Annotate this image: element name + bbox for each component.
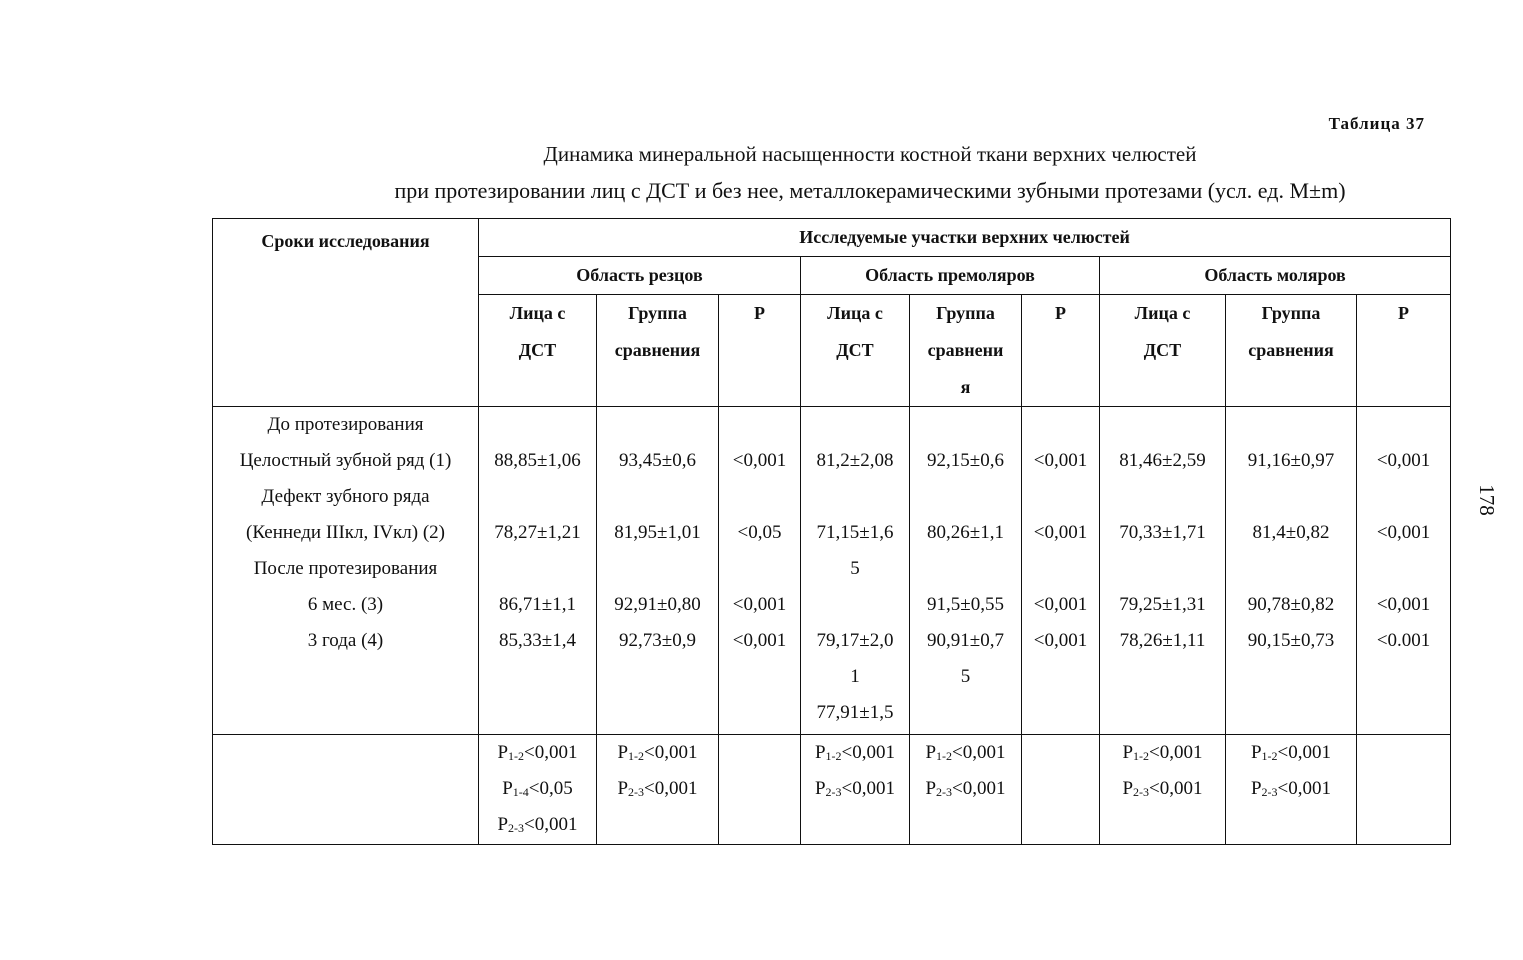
p-value-line: [479, 771, 596, 807]
p-symbol: P: [497, 742, 509, 763]
p-symbol: P: [1122, 742, 1134, 763]
premolars-p-significance: [1022, 735, 1100, 845]
premolars-dst-significance: [801, 735, 910, 845]
p-subscript: 2-3: [508, 821, 525, 835]
p-subscript: 2-3: [628, 785, 645, 799]
p-subscript: 2-3: [1261, 785, 1278, 799]
incisors-comparison-significance: [597, 735, 719, 845]
row-label: 6 мес. (3): [307, 594, 384, 615]
p-value: <0,001: [1277, 742, 1332, 763]
row-label: До протезирования: [267, 414, 424, 435]
row-label: Целостный зубной ряд (1): [239, 450, 452, 471]
row-labels-cell: [213, 407, 479, 735]
incisors-comparison-header: Группа сравнения: [597, 295, 719, 407]
premolars-p-values: <0,001 <0,001 <0,001 <0,001: [1022, 407, 1100, 735]
p-value-line: [479, 807, 596, 843]
molars-dst-header: Лица с ДСТ: [1100, 295, 1226, 407]
molars-header: Область моляров: [1100, 257, 1451, 295]
p-symbol: P: [925, 742, 937, 763]
p-subscript: 2-3: [1133, 785, 1150, 799]
p-value: <0,001: [1277, 778, 1332, 799]
p-value-line: [597, 735, 718, 771]
p-value: <0,05: [528, 778, 573, 799]
p-symbol: P: [1250, 778, 1262, 799]
premolars-dst-header: Лица с ДСТ: [801, 295, 910, 407]
page-number-text: 178: [1475, 484, 1500, 516]
p-symbol: P: [814, 742, 826, 763]
p-subscript: 1-2: [1133, 749, 1150, 763]
regions-group-header: Исследуемые участки верхних челюстей: [479, 219, 1451, 257]
p-subscript: 2-3: [936, 785, 953, 799]
p-symbol: P: [925, 778, 937, 799]
p-symbol: P: [1122, 778, 1134, 799]
p-value: <0,001: [1149, 742, 1203, 763]
table-title-line-2: при протезировании лиц с ДСТ и без нее, металлокерамическими зубными протезами (усл. ед. M±m): [394, 178, 1346, 203]
p-value-line: [1100, 771, 1225, 807]
p-symbol: P: [1250, 742, 1262, 763]
molars-comparison-significance: [1226, 735, 1357, 845]
p-value-line: [1100, 735, 1225, 771]
p-value: <0,001: [841, 778, 896, 799]
row-label: После протезирования: [253, 558, 438, 579]
p-value-line: [1226, 771, 1356, 807]
molars-dst-significance: [1100, 735, 1226, 845]
p-subscript: 1-2: [628, 749, 645, 763]
p-subscript: 1-4: [512, 785, 529, 799]
molars-p-values: <0,001 <0,001 <0,001 <0.001: [1357, 407, 1451, 735]
p-value: <0,001: [644, 778, 698, 799]
p-subscript: 1-2: [1261, 749, 1278, 763]
molars-dst-values: 81,46±2,59 70,33±1,71 79,25±1,31 78,26±1,11: [1100, 407, 1226, 735]
premolars-header: Область премоляров: [801, 257, 1100, 295]
p-value-line: [910, 771, 1021, 807]
p-value-line: [801, 771, 909, 807]
significance-label-cell: [213, 735, 479, 845]
table-title-line-1: Динамика минеральной насыщенности костной ткани верхних челюстей: [543, 142, 1197, 166]
molars-comparison-header: Группа сравнения: [1226, 295, 1357, 407]
p-value-line: [597, 771, 718, 807]
data-table: [212, 218, 1451, 845]
molars-p-header: P: [1357, 295, 1451, 407]
incisors-p-significance: [719, 735, 801, 845]
row-label: (Кеннеди IIIкл, IVкл) (2): [246, 522, 445, 543]
p-symbol: P: [617, 742, 629, 763]
p-subscript: 2-3: [825, 785, 842, 799]
table-number: Таблица 37: [1328, 114, 1425, 133]
p-symbol: P: [814, 778, 826, 799]
p-subscript: 1-2: [936, 749, 953, 763]
incisors-p-header: P: [719, 295, 801, 407]
row-label: Дефект зубного ряда: [261, 486, 430, 507]
p-value: <0,001: [1149, 778, 1203, 799]
p-value-line: [801, 735, 909, 771]
p-symbol: P: [502, 778, 513, 799]
premolars-dst-values: 81,2±2,08 71,15±1,6 5 79,17±2,0 1 77,91±1,5: [801, 407, 910, 735]
p-value: <0,001: [952, 778, 1006, 799]
p-subscript: 1-2: [508, 749, 525, 763]
p-value: <0,001: [952, 742, 1006, 763]
p-symbol: P: [497, 814, 509, 835]
premolars-comparison-values: 92,15±0,6 80,26±1,1 91,5±0,55 90,91±0,7 5: [910, 407, 1022, 735]
molars-comparison-values: 91,16±0,97 81,4±0,82 90,78±0,82 90,15±0,73: [1226, 407, 1357, 735]
molars-p-significance: [1357, 735, 1451, 845]
incisors-p-values: <0,001 <0,05 <0,001 <0,001: [719, 407, 801, 735]
row-label: 3 года (4): [307, 630, 384, 651]
incisors-header: Область резцов: [479, 257, 801, 295]
premolars-comparison-significance: [910, 735, 1022, 845]
p-value-line: [479, 735, 596, 771]
premolars-p-header: P: [1022, 295, 1100, 407]
incisors-dst-values: 88,85±1,06 78,27±1,21 86,71±1,1 85,33±1,4: [479, 407, 597, 735]
p-subscript: 1-2: [825, 749, 842, 763]
page-number: [1470, 470, 1500, 530]
p-value: <0,001: [841, 742, 896, 763]
incisors-comparison-values: 93,45±0,6 81,95±1,01 92,91±0,80 92,73±0,9: [597, 407, 719, 735]
premolars-comparison-header: Группа сравнени я: [910, 295, 1022, 407]
incisors-dst-header: Лица с ДСТ: [479, 295, 597, 407]
p-value: <0,001: [524, 814, 578, 835]
p-value: <0,001: [644, 742, 698, 763]
incisors-dst-significance: [479, 735, 597, 845]
p-value-line: [1226, 735, 1356, 771]
p-value-line: [910, 735, 1021, 771]
p-value: <0,001: [524, 742, 578, 763]
terms-header: Сроки исследования: [213, 219, 479, 407]
p-symbol: P: [617, 778, 629, 799]
